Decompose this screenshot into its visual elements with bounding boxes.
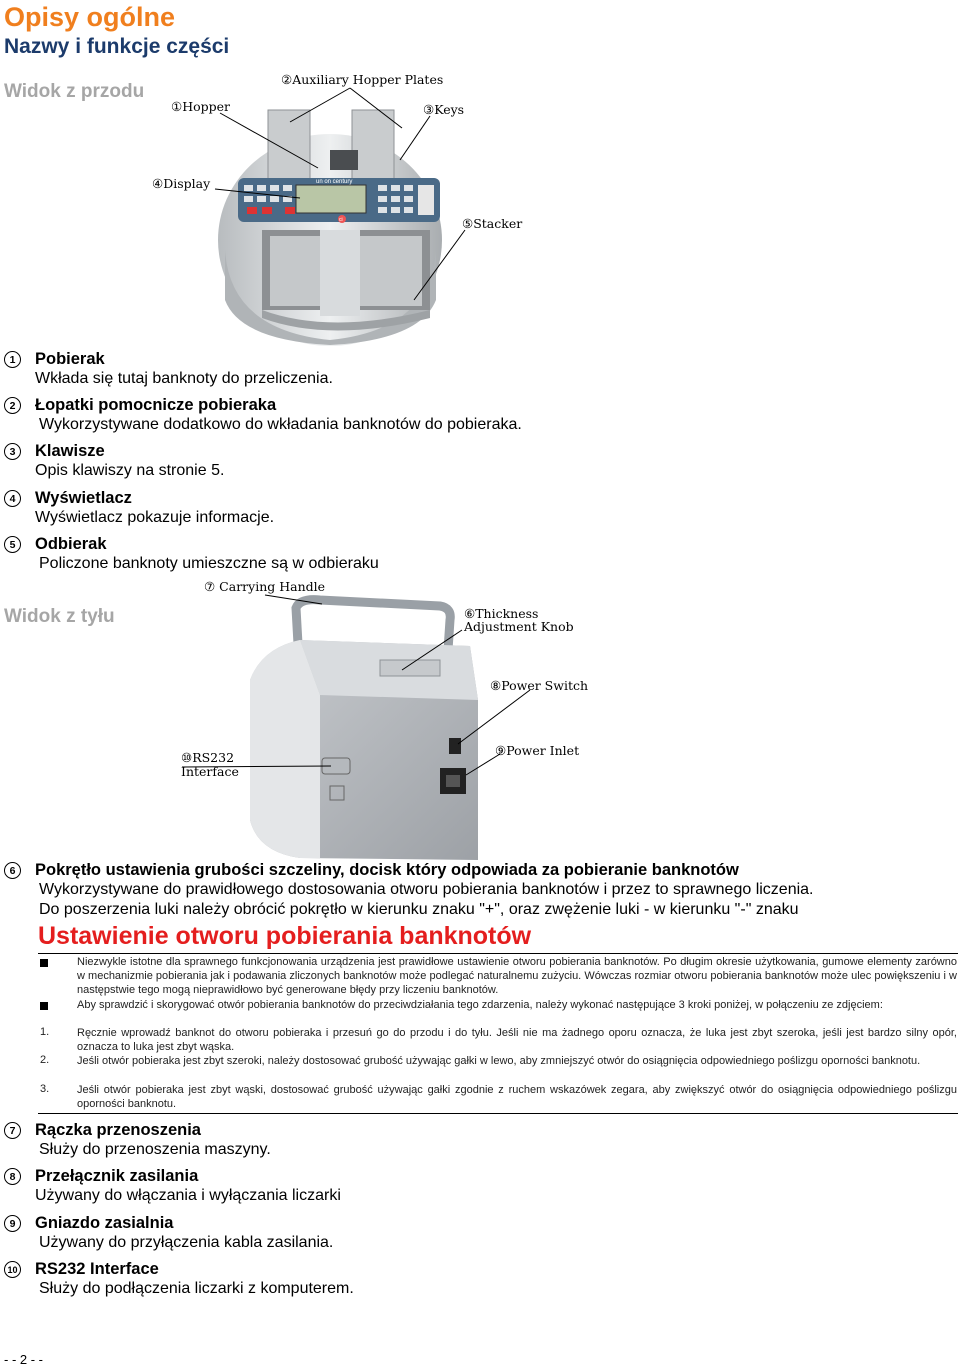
item-number: 9 bbox=[4, 1215, 21, 1232]
step-number: 2. bbox=[40, 1054, 50, 1066]
bullet-marker bbox=[40, 1002, 48, 1010]
divider bbox=[38, 1113, 958, 1114]
item-description: Wyświetlacz pokazuje informacje. bbox=[35, 509, 275, 526]
item-heading: Pobierak bbox=[35, 350, 105, 368]
adjust-title: Ustawienie otworu pobierania banknotów bbox=[38, 922, 532, 950]
section-rear-view: Widok z tyłu bbox=[4, 606, 115, 627]
callout-display: ④Display bbox=[152, 176, 211, 191]
item-number: 2 bbox=[4, 397, 21, 414]
page-title: Opisy ogólne bbox=[4, 2, 176, 32]
step-text: Jeśli otwór pobieraka jest zbyt szeroki, należy dostosować grubość używając gałki w lewo, aby zmniejszyć otwór do osiągnięcia odpowiedniego poślizgu oporności banknotu. bbox=[77, 1055, 921, 1067]
callout-rs232: ⑩RS232 bbox=[181, 750, 235, 765]
item-number: 6 bbox=[4, 862, 21, 879]
section-front-view: Widok z przodu bbox=[4, 81, 145, 102]
callout-power-switch: ⑧Power Switch bbox=[490, 678, 589, 693]
page-subtitle: Nazwy i funkcje części bbox=[4, 35, 230, 58]
item-number: 10 bbox=[4, 1261, 21, 1278]
item-heading: Rączka przenoszenia bbox=[35, 1121, 201, 1139]
item-heading: RS232 Interface bbox=[35, 1260, 159, 1278]
item-description: Używany do przyłączenia kabla zasilania. bbox=[39, 1234, 334, 1251]
step-text: Jeśli otwór pobieraka jest zbyt wąski, dostosować grubość używając gałki zgodnie z ruchem wskazówek zegara, aby zwiększyć otwór do osiągnięcia odpowiedniego poślizgu oporności banknotu. bbox=[77, 1084, 957, 1110]
item-heading: Wyświetlacz bbox=[35, 489, 132, 507]
page-footer: - - 2 - - bbox=[4, 1352, 43, 1367]
divider bbox=[38, 953, 958, 954]
callout-thickness-knob-2: Adjustment Knob bbox=[464, 619, 574, 634]
front-machine-image bbox=[218, 110, 442, 346]
item-description: Wykorzystywane do prawidłowego dostosowania otworu pobierania banknotów i przez to sprawnego liczenia. bbox=[39, 881, 814, 898]
item-number: 5 bbox=[4, 536, 21, 553]
item-description: Służy do przenoszenia maszyny. bbox=[39, 1141, 271, 1158]
item-number: 4 bbox=[4, 490, 21, 507]
callout-stacker: ⑤Stacker bbox=[462, 216, 523, 231]
item-number: 1 bbox=[4, 351, 21, 368]
item-description: Służy do podłączenia liczarki z komputerem. bbox=[39, 1280, 354, 1297]
step-text: Ręcznie wprowadź banknot do otworu pobieraka i przesuń go do przodu i do tyłu. Jeśli nie ma żadnego oporu oznacza, że luka jest zbyt szeroka, jeśli jest bardzo silny opór, oznacza to luka jest zbyt wąska. bbox=[77, 1027, 957, 1053]
item-description: Używany do włączania i wyłączania liczarki bbox=[35, 1187, 341, 1204]
item-description: Policzone banknoty umieszczne są w odbieraku bbox=[39, 555, 379, 572]
item-heading: Pokrętło ustawienia grubości szczeliny, docisk który odpowiada za pobieranie banknotów bbox=[35, 861, 739, 879]
item-number: 8 bbox=[4, 1168, 21, 1185]
callout-thickness-knob: ⑥Thickness bbox=[464, 606, 539, 621]
note-paragraph: Niezwykle istotne dla sprawnego funkcjonowania urządzenia jest prawidłowe ustawienie otworu pobierania banknotów. Po długim okresie użytkowania, gumowe elementy zarówno w mechanizmie pobierania jak i podawania zliczonych banknotów może podlegać naturalnemu zużyciu. Wówczas rozmiar otworu pobierania banknotów może ulec powiększeniu i w następstwie tego mogą nieprawidłowo być generowane błędy przy liczeniu banknotów. bbox=[77, 956, 957, 996]
rear-machine-image bbox=[250, 600, 478, 860]
step-number: 1. bbox=[40, 1026, 50, 1038]
item-description: Wkłada się tutaj banknoty do przeliczenia. bbox=[35, 370, 333, 387]
item-number: 3 bbox=[4, 443, 21, 460]
item-number: 7 bbox=[4, 1122, 21, 1139]
note-paragraph: Aby sprawdzić i skorygować otwór pobierania banknotów do przeciwdziałania tego zdarzenia, należy wykonać następujące 3 kroki poniżej, w połączeniu ze zdjęciem: bbox=[77, 999, 883, 1011]
device-brand-text: un on century bbox=[316, 179, 353, 185]
item-description: Wykorzystywane dodatkowo do wkładania banknotów do pobieraka. bbox=[39, 416, 522, 433]
item-heading: Przełącznik zasilania bbox=[35, 1167, 199, 1185]
item-description-2: Do poszerzenia luki należy obrócić pokrętło w kierunku znaku "+", oraz zwężenie luki - w kierunku "-" znaku bbox=[39, 901, 799, 918]
callout-rs232-2: Interface bbox=[181, 764, 239, 779]
callout-aux-hopper-plates: ②Auxiliary Hopper Plates bbox=[281, 72, 444, 87]
item-heading: Łopatki pomocnicze pobieraka bbox=[35, 396, 277, 414]
item-heading: Odbierak bbox=[35, 535, 107, 553]
step-number: 3. bbox=[40, 1083, 50, 1095]
device-logo-text: ci bbox=[339, 217, 343, 223]
bullet-marker bbox=[40, 959, 48, 967]
item-heading: Klawisze bbox=[35, 442, 105, 460]
callout-keys: ③Keys bbox=[423, 102, 465, 117]
item-heading: Gniazdo zasialnia bbox=[35, 1214, 174, 1232]
item-description: Opis klawiszy na stronie 5. bbox=[35, 462, 225, 479]
callout-power-inlet: ⑨Power Inlet bbox=[495, 743, 580, 758]
callout-carrying-handle: ⑦ Carrying Handle bbox=[204, 579, 326, 594]
callout-hopper: ①Hopper bbox=[171, 99, 231, 114]
